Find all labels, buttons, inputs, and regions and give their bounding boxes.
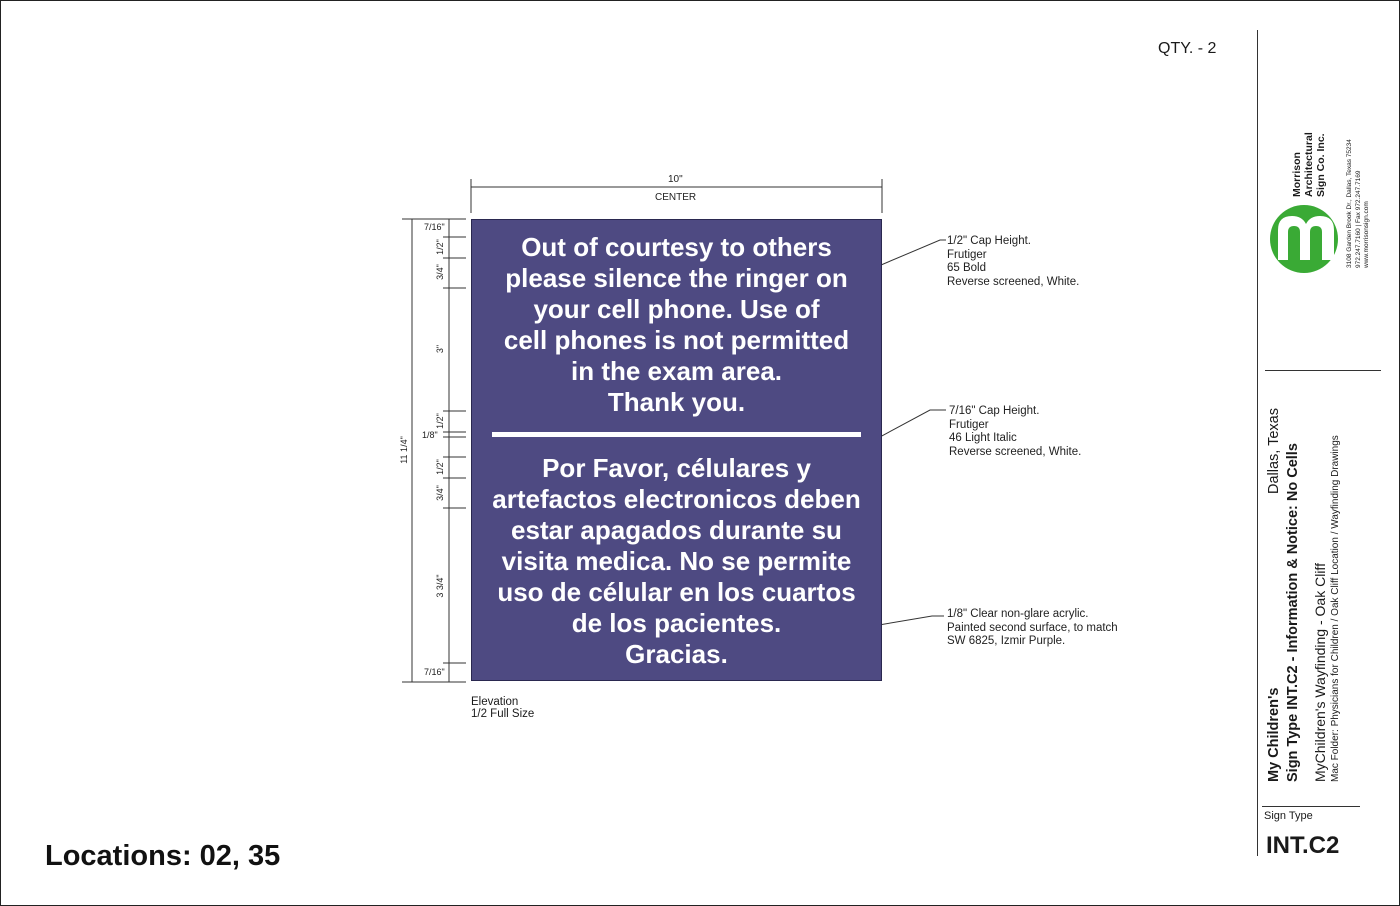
segment-dim: 7/16": [424, 222, 445, 232]
note-line: 65 Bold: [947, 262, 987, 275]
note-line: 46 Light Italic: [949, 432, 1017, 445]
spanish-message: [472, 453, 881, 670]
note-line: Frutiger: [947, 248, 987, 261]
company-name-line: Morrison: [1291, 152, 1303, 197]
message-line: please silence the ringer on: [505, 263, 848, 293]
elevation-scale: 1/2 Full Size: [471, 708, 535, 720]
note-line: Reverse screened, White.: [949, 445, 1082, 458]
message-line: visita medica. No se permite: [501, 546, 852, 576]
message-line: de los pacientes.: [571, 608, 782, 638]
company-name-line: Architectural: [1303, 132, 1315, 197]
message-line: Thank you.: [607, 387, 746, 417]
spec-note-cap-height-bold: [947, 235, 1079, 289]
message-line: cell phones is not permitted: [503, 325, 850, 355]
center-label: CENTER: [655, 192, 697, 203]
message-line: Out of courtesy to others: [521, 232, 832, 262]
segment-dim: 3/4": [435, 485, 445, 501]
segment-dim: 1/8": [422, 430, 438, 440]
spec-note-cap-height-light: [949, 405, 1081, 459]
segment-dim: 1/2": [435, 413, 445, 429]
title-block-rule: [1265, 370, 1381, 371]
company-address: 3108 Garden Brook Dr., Dallas, Texas 75234: [1346, 139, 1353, 268]
width-dimension: 10": [668, 174, 683, 185]
title-block-divider: [1257, 30, 1258, 856]
title-block-rule: [1262, 806, 1360, 807]
note-line: Reverse screened, White.: [947, 275, 1080, 288]
segment-dim: 3": [435, 344, 445, 354]
company-phone: 972.247.7160 | Fax 972.247.7169: [1354, 170, 1362, 268]
message-line: in the exam area.: [571, 356, 782, 386]
segment-dim: 1/2": [435, 239, 445, 255]
company-logo-icon: [1268, 204, 1344, 274]
company-contact: [1346, 139, 1372, 268]
locations-label: Locations: 02, 35: [45, 840, 281, 872]
note-line: 1/2" Cap Height.: [947, 235, 1031, 247]
divider-rule: [492, 432, 861, 437]
spec-note-material: [947, 608, 1118, 649]
sign-type-label: Sign Type: [1264, 810, 1313, 822]
segment-dim: 3/4": [435, 264, 445, 280]
project-name: MyChildren's Wayfinding - Oak Cliff: [1312, 563, 1328, 782]
note-line: Frutiger: [949, 418, 989, 431]
message-line: your cell phone. Use of: [533, 294, 820, 324]
mac-folder-path: Mac Folder: Physicians for Children / Oak Cliff Location / Wayfinding Drawings: [1330, 435, 1341, 782]
sign-type-description: Sign Type INT.C2 - Information & Notice: No Cells: [1285, 443, 1301, 782]
height-dimension: 11 1/4": [399, 436, 409, 464]
message-line: Por Favor, célulares y: [542, 453, 811, 483]
note-line: Painted second surface, to match: [947, 621, 1118, 634]
sign-type-code: INT.C2: [1266, 832, 1340, 859]
message-line: estar apagados durante su: [511, 515, 842, 545]
note-line: SW 6825, Izmir Purple.: [947, 635, 1066, 648]
note-line: 1/8" Clear non-glare acrylic.: [947, 608, 1089, 620]
message-line: artefactos electronicos deben: [492, 484, 861, 514]
elevation-label: [471, 696, 534, 720]
company-name-line: Sign Co. Inc.: [1315, 133, 1327, 197]
english-message: [472, 232, 881, 418]
company-website: www.morrisonsign.com: [1363, 201, 1370, 268]
note-line: 7/16" Cap Height.: [949, 405, 1040, 417]
segment-dim: 3 3/4": [435, 574, 445, 598]
segment-dim: 7/16": [424, 667, 445, 677]
client-name: My Children's: [1266, 687, 1282, 782]
message-line: Gracias.: [625, 639, 728, 669]
segment-dim: 1/2": [435, 459, 445, 475]
client-city: Dallas, Texas: [1266, 408, 1282, 494]
quantity-label: QTY. - 2: [1158, 40, 1217, 57]
message-line: uso de célular en los cuartos: [497, 577, 856, 607]
company-name: [1291, 132, 1327, 197]
elevation-title: Elevation: [471, 696, 519, 708]
sign-panel: [471, 219, 882, 681]
